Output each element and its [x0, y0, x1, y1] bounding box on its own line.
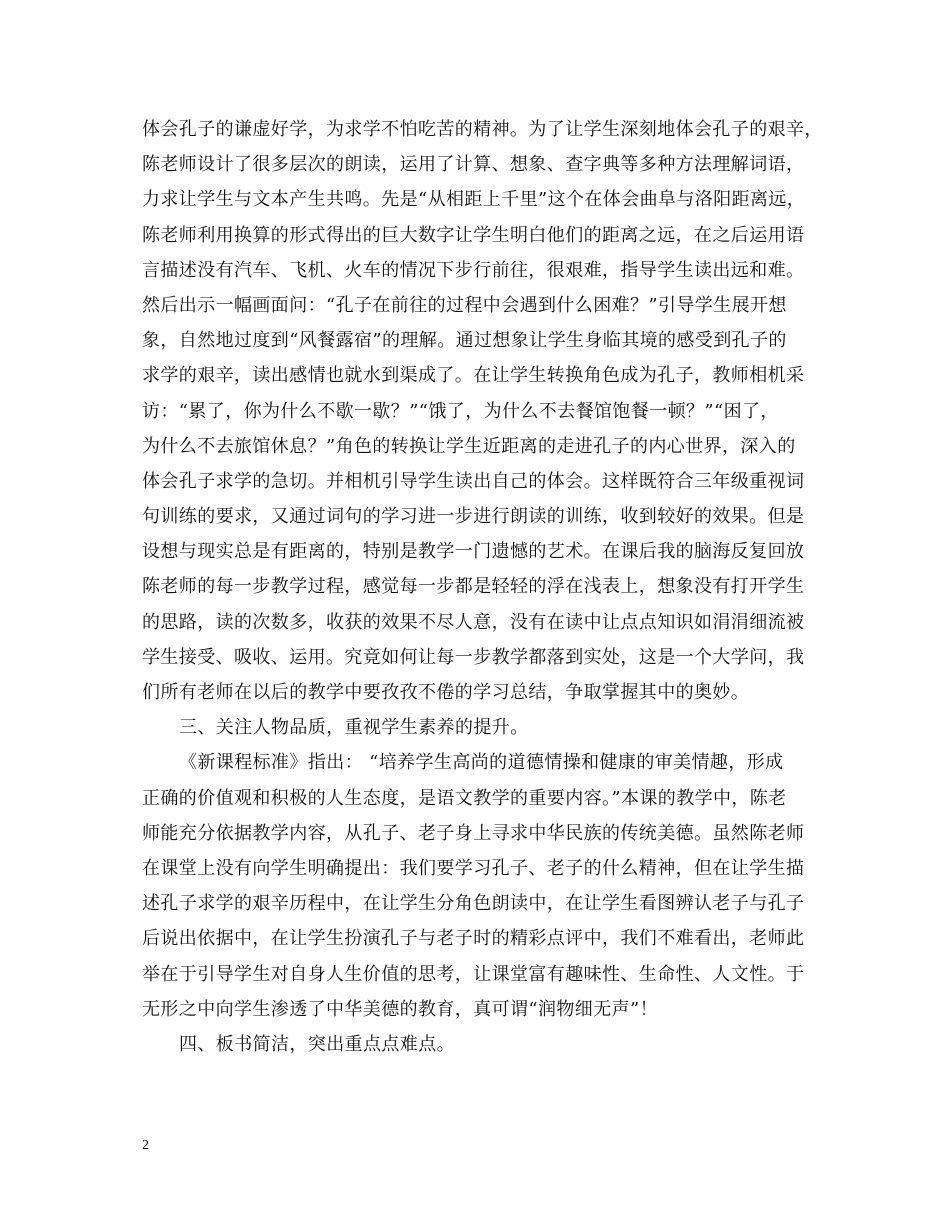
- body-text: [142, 112, 823, 1062]
- text-line: 访：“累了，你为什么不歇一歇？”“饿了，为什么不去餐馆饱餐一顿？”“困了，: [142, 400, 779, 422]
- text-line: 陈老师设计了很多层次的朗读，运用了计算、想象、查字典等多种方法理解词语，: [142, 154, 805, 176]
- text-line: 后说出依据中，在让学生扮演孔子与老子时的精彩点评中，我们不难看出，老师此: [142, 928, 805, 950]
- text-line: 学生接受、吸收、运用。究竟如何让每一步教学都落到实处，这是一个大学问，我: [142, 646, 805, 668]
- text-line: 《新课程标准》指出： “培养学生高尚的道德情操和健康的审美情趣，形成: [179, 752, 784, 774]
- text-line: 陈老师的每一步教学过程，感觉每一步都是轻轻的浮在浅表上，想象没有打开学生: [142, 576, 805, 598]
- text-line: 述孔子求学的艰辛历程中，在让学生分角色朗读中，在让学生看图辨认老子与孔子: [142, 893, 805, 915]
- page-number: 2: [142, 1138, 149, 1153]
- text-line: 们所有老师在以后的教学中要孜孜不倦的学习总结，争取掌握其中的奥妙。: [142, 682, 750, 703]
- text-line: 为什么不去旅馆休息？”角色的转换让学生近距离的走进孔子的内心世界，深入的: [142, 435, 796, 457]
- text-line: 句训练的要求，又通过词句的学习进一步进行朗读的训练，收到较好的效果。但是: [142, 506, 805, 528]
- text-line: 的思路，读的次数多，收获的效果不尽人意，没有在读中让点点知识如涓涓细流被: [142, 611, 805, 633]
- text-line: 象，自然地过度到“风餐露宿”的理解。通过想象让学生身临其境的感受到孔子的: [142, 330, 787, 352]
- text-line: 在课堂上没有向学生明确提出：我们要学习孔子、老子的什么精神，但在让学生描: [142, 857, 805, 879]
- text-line: 然后出示一幅画面问：“孔子在前往的过程中会遇到什么困难？”引导学生展开想: [142, 294, 787, 316]
- text-line: 求学的艰辛，读出感情也就水到渠成了。在让学生转换角色成为孔子，教师相机采: [142, 365, 805, 387]
- text-line: 言描述没有汽车、飞机、火车的情况下步行前往，很艰难，指导学生读出远和难。: [142, 259, 805, 281]
- text-line: 力求让学生与文本产生共鸣。先是“从相距上千里”这个在体会曲阜与洛阳距离远，: [142, 189, 806, 211]
- text-line: 体会孔子求学的急切。并相机引导学生读出自己的体会。这样既符合三年级重视词: [142, 470, 805, 492]
- text-line: 无形之中向学生渗透了中华美德的教育，真可谓“润物细无声”！: [142, 998, 659, 1020]
- text-line: 正确的价值观和积极的人生态度，是语文教学的重要内容。”本课的教学中，陈老: [142, 787, 787, 809]
- text-line: 师能充分依据教学内容，从孔子、老子身上寻求中华民族的传统美德。虽然陈老师: [142, 822, 805, 844]
- text-line: 体会孔子的谦虚好学，为求学不怕吃苦的精神。为了让学生深刻地体会孔子的艰辛，: [142, 119, 823, 140]
- section-heading: 三、关注人物品质，重视学生素养的提升。: [179, 717, 529, 739]
- section-heading: 四、板书简洁，突出重点点难点。: [179, 1033, 455, 1055]
- text-line: 陈老师利用换算的形式得出的巨大数字让学生明白他们的距离之远，在之后运用语: [142, 224, 805, 246]
- text-line: 设想与现实总是有距离的，特别是教学一门遗憾的艺术。在课后我的脑海反复回放: [142, 541, 805, 563]
- text-line: 举在于引导学生对自身人生价值的思考，让课堂富有趣味性、生命性、人文性。于: [142, 963, 805, 985]
